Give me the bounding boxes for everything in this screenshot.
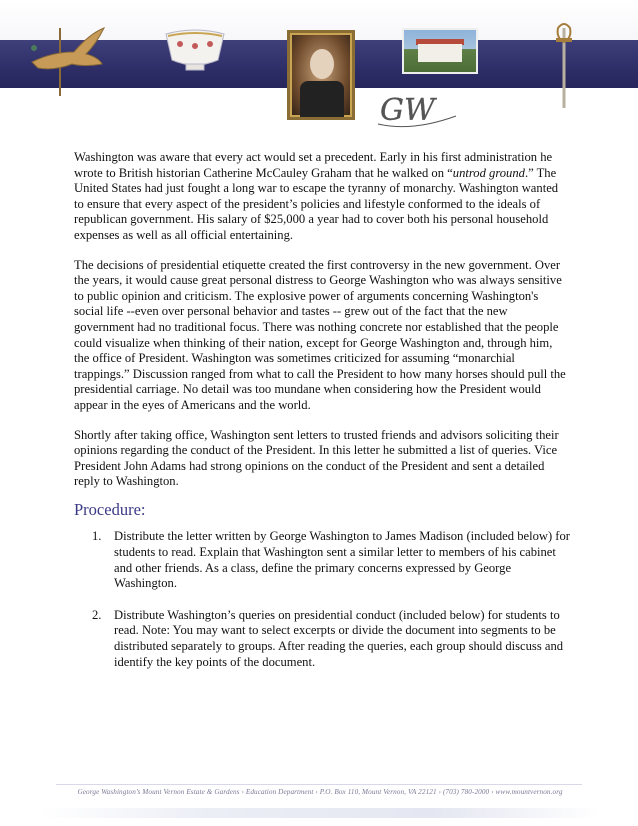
paragraph-2: The decisions of presidential etiquette created the first controversy in the new government. Over the years, it would cause great personal distress to George Washington who was always sensitive to public opinion and criticism. The explosive power of arguments concerning Washington's social life --even over personal behavior and tastes -- grew out of the fact that the new government had no traditional focus. There was nothing concrete nor established that the people could visualize when thinking of their nation, except for George Washington and, through him, the office of President. Washington was sometimes criticized for assuming “monarchial trappings.” Discussion ranged from what to call the President to how many horses should pull the presidential carriage. No detail was too mundane when considering how the President would appear in the eyes of Americans and the world. bbox=[74, 257, 566, 412]
procedure-heading: Procedure: bbox=[74, 499, 146, 519]
svg-text:GW: GW bbox=[380, 93, 435, 128]
mansion-photo bbox=[402, 28, 478, 74]
sword-icon bbox=[544, 20, 584, 110]
gw-monogram-logo bbox=[372, 86, 462, 134]
footer-divider bbox=[56, 784, 582, 785]
weathervane-dove-icon bbox=[28, 18, 108, 98]
document-body bbox=[74, 150, 570, 686]
porcelain-bowl-icon bbox=[160, 20, 230, 80]
footer-band bbox=[40, 808, 600, 818]
procedure-list bbox=[74, 529, 570, 670]
paragraph-3: Shortly after taking office, Washington sent letters to trusted friends and advisors soliciting their opinions regarding the conduct of the President. In this letter he submitted a list of queries. Vice President John Adams had strong opinions on the conduct of the President and sent a detailed reply to Washington. bbox=[74, 427, 559, 489]
washington-portrait bbox=[287, 30, 355, 120]
paragraph-1: Washington was aware that every act would set a precedent. Early in his first administration he wrote to British historian Catherine McCauley Graham that he walked on “untrod ground.” The United States had just fought a long war to escape the tyranny of monarchy. Washington wanted to ensure that every aspect of the president’s policies and lifestyle conformed to the ideals of republican government. His salary of $25,000 a year had to cover both his personal household expenses as well as all official entertaining. bbox=[74, 150, 559, 242]
procedure-step: 1. Distribute the letter written by George Washington to James Madison (included below) for students to read. Explain that Washington sent a similar letter to members of his cabinet and other friends. As a class, define the primary concerns expressed by George Washington. bbox=[92, 529, 570, 591]
footer-address: George Washington’s Mount Vernon Estate & Gardens › Education Department › P.O. Box 110, Mount Vernon, VA 22121 › (703) 780-2000 › www.mountvernon.org bbox=[77, 788, 563, 796]
procedure-step: 2. Distribute Washington’s queries on presidential conduct (included below) for students to read. Note: You may want to select excerpts or divide the document into segments to be distributed separately to groups. After reading the queries, each group should discuss and identify the key points of the document. bbox=[92, 607, 564, 669]
